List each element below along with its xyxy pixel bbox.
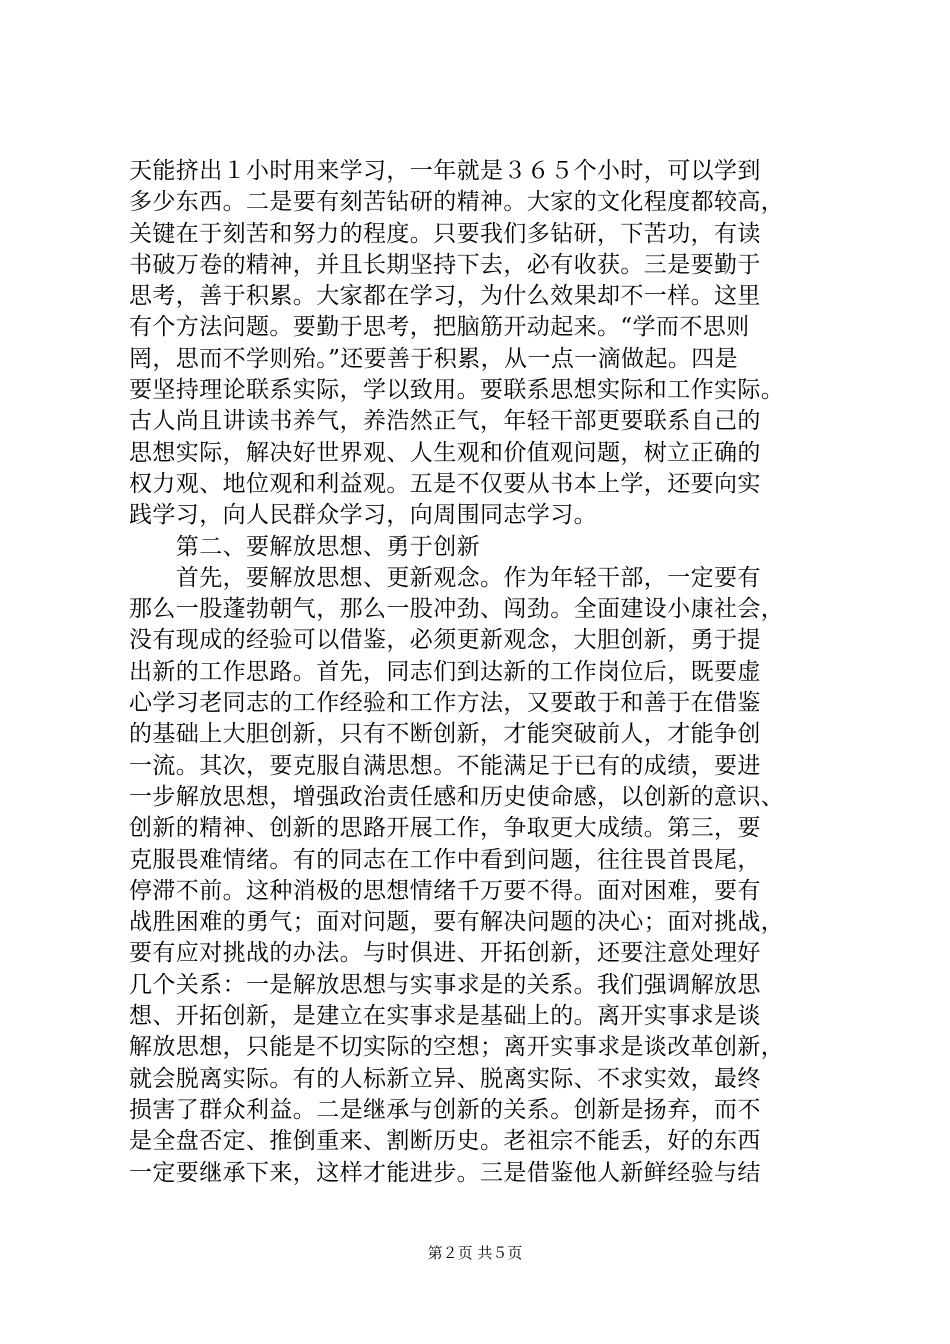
text-line: 创新的精神、创新的思路开展工作，争取更大成绩。第三，要	[129, 815, 761, 842]
text-line: 是全盘否定、推倒重来、割断历史。老祖宗不能丢，好的东西	[129, 1128, 761, 1155]
text-line: 有个方法问题。要勤于思考，把脑筋开动起来。“学而不思则	[129, 314, 750, 341]
text-line: 权力观、地位观和利益观。五是不仅要从书本上学，还要向实	[129, 470, 761, 497]
text-line: 天能挤出１小时用来学习，一年就是３６５个小时，可以学到	[129, 158, 761, 184]
text-line: 心学习老同志的工作经验和工作方法，又要敢于和善于在借鉴	[129, 690, 761, 717]
text-line: 一定要继承下来，这样才能进步。三是借鉴他人新鲜经验与结	[129, 1159, 761, 1186]
text-line: 首先，要解放思想、更新观念。作为年轻干部，一定要有	[129, 564, 761, 591]
text-line: 那么一股蓬勃朝气，那么一股冲劲、闯劲。全面建设小康社会，	[129, 596, 785, 623]
text-line: 思考，善于积累。大家都在学习，为什么效果却不一样。这里	[129, 283, 761, 310]
text-line: 践学习，向人民群众学习，向周围同志学习。	[129, 502, 597, 529]
text-line: 书破万卷的精神，并且长期坚持下去，必有收获。三是要勤于	[129, 251, 761, 278]
text-line: 古人尚且讲读书养气，养浩然正气，年轻干部更要联系自己的	[129, 408, 761, 435]
section-heading: 第二、要解放思想、勇于创新	[129, 533, 480, 560]
text-line: 思想实际，解决好世界观、人生观和价值观问题，树立正确的	[129, 439, 761, 466]
text-line: 多少东西。二是要有刻苦钻研的精神。大家的文化程度都较高，	[129, 189, 785, 216]
text-line: 要有应对挑战的办法。与时俱进、开拓创新，还要注意处理好	[129, 940, 761, 967]
text-line: 就会脱离实际。有的人标新立异、脱离实际、不求实效，最终	[129, 1065, 761, 1092]
text-line: 战胜困难的勇气；面对问题，要有解决问题的决心；面对挑战，	[129, 909, 785, 936]
text-line: 要坚持理论联系实际，学以致用。要联系思想实际和工作实际。	[129, 377, 785, 404]
text-line: 一步解放思想，增强政治责任感和历史使命感，以创新的意识、	[129, 783, 785, 810]
text-line: 的基础上大胆创新，只有不断创新，才能突破前人，才能争创	[129, 721, 761, 748]
text-line: 罔，思而不学则殆。”还要善于积累，从一点一滴做起。四是	[129, 345, 739, 372]
text-line: 解放思想，只能是不切实际的空想；离开实事求是谈改革创新，	[129, 1034, 785, 1061]
page-number-label: 第２页 共５页	[427, 1244, 523, 1262]
page-footer	[0, 1243, 950, 1263]
text-line: 出新的工作思路。首先，同志们到达新的工作岗位后，既要虚	[129, 658, 761, 685]
text-line: 没有现成的经验可以借鉴，必须更新观念，大胆创新，勇于提	[129, 627, 761, 654]
text-line: 几个关系：一是解放思想与实事求是的关系。我们强调解放思	[129, 971, 761, 998]
text-line: 克服畏难情绪。有的同志在工作中看到问题，往往畏首畏尾，	[129, 846, 761, 873]
text-line: 想、开拓创新，是建立在实事求是基础上的。离开实事求是谈	[129, 1003, 761, 1030]
text-line: 停滞不前。这种消极的思想情绪千万要不得。面对困难，要有	[129, 877, 761, 904]
text-line: 关键在于刻苦和努力的程度。只要我们多钻研，下苦功，有读	[129, 220, 761, 247]
document-body	[129, 156, 829, 1189]
text-line: 损害了群众利益。二是继承与创新的关系。创新是扬弃，而不	[129, 1096, 761, 1123]
text-line: 一流。其次，要克服自满思想。不能满足于已有的成绩，要进	[129, 752, 761, 779]
